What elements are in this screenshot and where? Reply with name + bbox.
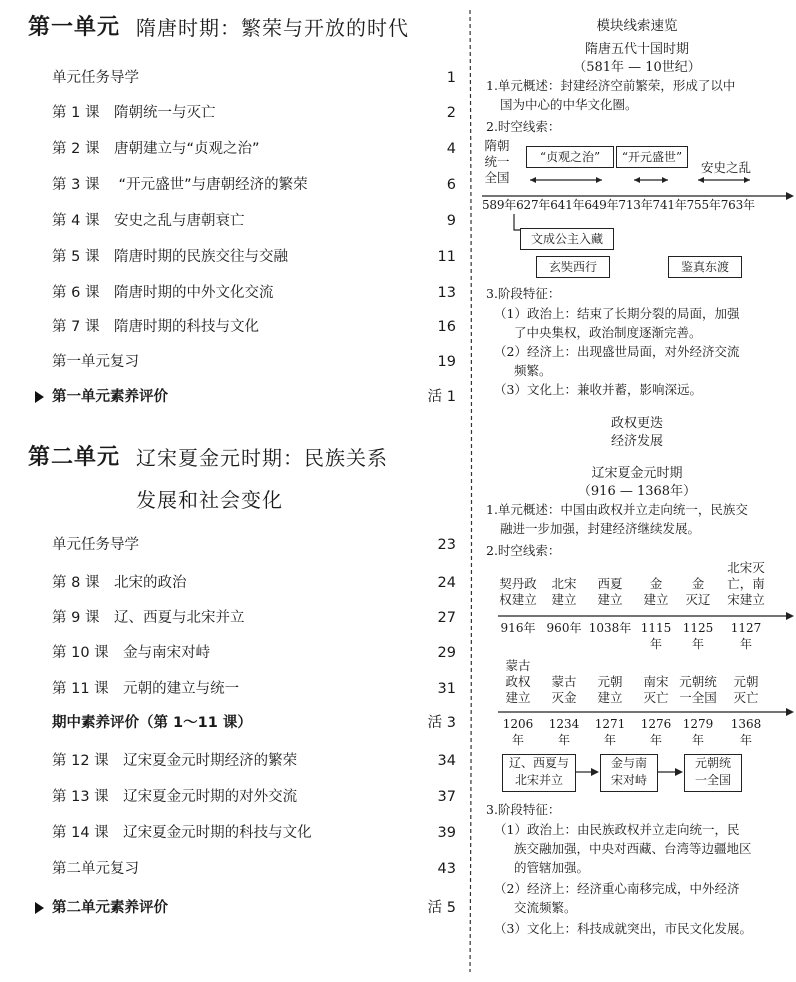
unit2-row[interactable] (52, 858, 456, 880)
p2-clue: 2.时空线索： (486, 543, 561, 558)
p1-title: 隋唐五代十国时期 (584, 42, 689, 57)
p2-timeline2-axis (478, 706, 796, 718)
timeline-event-label: 蒙古 灭金 (551, 674, 577, 705)
unit2-row-label: 第二单元复习 (52, 861, 139, 877)
unit2-row-label: 第 14 课 辽宋夏金元时期的科技与文化 (52, 825, 312, 841)
unit2-row-page: 29 (437, 645, 456, 661)
unit1-row[interactable] (52, 210, 456, 232)
unit1-row-page: 16 (437, 319, 456, 335)
p1-feature-1: （1）政治上：结束了长期分裂的局面，加强 (494, 306, 740, 321)
p1-feature-1b: 了中央集权，政治制度逐渐完善。 (514, 325, 702, 340)
timeline-year: 1127 年 (730, 621, 762, 651)
play-triangle-icon (35, 902, 44, 914)
timeline-event-label: 元朝统 一全国 (679, 674, 717, 705)
unit2-row[interactable] (52, 712, 456, 734)
p2-overview-1: 1.单元概述：中国由政权并立走向统一，民族交 (486, 502, 748, 517)
unit2-eval-row[interactable] (52, 897, 456, 919)
unit1-row-label: 第 2 课 唐朝建立与“贞观之治” (52, 141, 260, 157)
unit1-row-label: 第 4 课 安史之乱与唐朝衰亡 (52, 213, 245, 229)
unit2-row[interactable] (52, 678, 456, 700)
timeline-event-label: 金 灭辽 (685, 576, 711, 607)
unit1-row[interactable] (52, 316, 456, 338)
unit2-row-page: 43 (437, 861, 456, 877)
unit2-title-line1: 辽宋夏金元时期：民族关系 (136, 446, 388, 470)
timeline-year: 1234 年 (548, 717, 580, 747)
unit2-row-page: 34 (437, 753, 456, 769)
flow-box-2: 金与南 宋对峙 (600, 754, 658, 792)
p2-feature-2b: 交流频繁。 (514, 900, 577, 915)
unit1-row[interactable] (52, 67, 456, 89)
unit1-row-label: 单元任务导学 (52, 70, 139, 86)
unit1-row-label: 第 7 课 隋唐时期的科技与文化 (52, 319, 259, 335)
timeline-year: 1368 年 (730, 717, 762, 747)
p1-start-label: 隋朝 统一 全国 (484, 138, 510, 185)
unit2-row-page: 23 (437, 537, 456, 553)
unit1-title: 隋唐时期：繁荣与开放的时代 (136, 16, 409, 40)
unit2-row-label: 期中素养评价（第 1～11 课） (52, 715, 252, 731)
timeline-year: 1038年 (588, 621, 632, 635)
box-jianzhen: 鉴真东渡 (668, 256, 742, 278)
timeline-event-label: 北宋 建立 (551, 576, 577, 607)
unit1-row-page: 19 (437, 354, 456, 370)
unit2-row[interactable] (52, 534, 456, 556)
box-zhenguan: “贞观之治” (526, 146, 614, 168)
unit2-row[interactable] (52, 607, 456, 629)
unit1-row-page: 1 (446, 70, 456, 86)
timeline-event-label: 元朝 建立 (597, 674, 623, 705)
p2-timeline1-axis (478, 610, 796, 622)
flow-arrows (478, 764, 796, 780)
timeline-year: 1276 年 (640, 717, 672, 747)
unit1-row[interactable] (52, 282, 456, 304)
unit2-eval-page: 活 5 (427, 900, 456, 916)
unit2-name: 第二单元 (28, 445, 121, 470)
unit1-row[interactable] (52, 351, 456, 373)
module-overview (478, 0, 796, 982)
unit2-row-label: 第 11 课 元朝的建立与统一 (52, 681, 240, 697)
unit2-row[interactable] (52, 786, 456, 808)
unit1-row-page: 13 (437, 285, 456, 301)
unit2-row-page: 活 3 (427, 715, 456, 731)
unit2-row-page: 27 (437, 610, 456, 626)
unit2-row-page: 37 (437, 789, 456, 805)
unit1-eval-row[interactable] (52, 386, 456, 408)
unit2-row-page: 31 (437, 681, 456, 697)
unit1-row[interactable] (52, 246, 456, 268)
unit2-row[interactable] (52, 572, 456, 594)
dashed-divider (466, 6, 474, 976)
timeline-event-label: 蒙古 政权 建立 (505, 658, 531, 705)
p2-overview-2: 融进一步加强，封建经济继续发展。 (500, 521, 701, 536)
unit1-row-page: 2 (446, 105, 456, 121)
timeline-event-label: 西夏 建立 (597, 576, 623, 607)
unit1-row-label: 第 3 课 “开元盛世”与唐朝经济的繁荣 (52, 177, 308, 193)
timeline-event-label: 北宋灭 亡，南 宋建立 (727, 560, 765, 607)
unit2-row[interactable] (52, 750, 456, 772)
p2-feature-1: （1）政治上：由民族政权并立走向统一，民 (494, 822, 740, 837)
unit2-row-page: 24 (437, 575, 456, 591)
timeline-event-label: 元朝 灭亡 (733, 674, 759, 705)
unit2-row[interactable] (52, 822, 456, 844)
unit2-row-label: 第 8 课 北宋的政治 (52, 575, 187, 591)
unit2-row-label: 第 9 课 辽、西夏与北宋并立 (52, 610, 245, 626)
box-wencheng: 文成公主入藏 (520, 228, 614, 250)
middle-line-2: 经济发展 (610, 434, 663, 449)
unit1-row-label: 第 6 课 隋唐时期的中外文化交流 (52, 285, 274, 301)
timeline-year: 1115 年 (640, 621, 672, 651)
unit2-row[interactable] (52, 642, 456, 664)
timeline-event-label: 金 建立 (643, 576, 669, 607)
unit2-row-label: 单元任务导学 (52, 537, 139, 553)
unit1-row-label: 第 1 课 隋朝统一与灭亡 (52, 105, 216, 121)
box-xuanzang: 玄奘西行 (536, 256, 610, 278)
unit1-row-page: 9 (446, 213, 456, 229)
p1-feature-2b: 频繁。 (514, 363, 552, 378)
p1-feature-3: （3）文化上：兼收并蓄，影响深远。 (494, 382, 702, 397)
unit1-row-page: 4 (446, 141, 456, 157)
timeline-year: 1206 年 (502, 717, 534, 747)
unit1-name: 第一单元 (28, 15, 121, 40)
unit1-row[interactable] (52, 174, 456, 196)
p2-range: （916 — 1368年） (577, 484, 697, 499)
timeline-year: 1271 年 (594, 717, 626, 747)
p1-overview-2: 国为中心的中华文化圈。 (500, 97, 638, 112)
p1-feature-2: （2）经济上：出现盛世局面，对外经济交流 (494, 344, 740, 359)
timeline-year: 916年 (500, 621, 536, 635)
p1-range: （581年 — 10世纪） (573, 60, 701, 75)
unit2-row-page: 39 (437, 825, 456, 841)
timeline-event-label: 契丹政 权建立 (499, 576, 537, 607)
unit2-row-label: 第 13 课 辽宋夏金元时期的对外交流 (52, 789, 298, 805)
timeline-year: 1125 年 (682, 621, 714, 651)
unit2-eval-label: 第二单元素养评价 (52, 900, 168, 916)
unit2-row-label: 第 10 课 金与南宋对峙 (52, 645, 211, 661)
p1-feat: 3.阶段特征： (486, 286, 561, 301)
anshi-label: 安史之乱 (700, 160, 751, 175)
box-kaiyuan: “开元盛世” (616, 146, 688, 168)
p1-clue: 2.时空线索： (486, 119, 561, 134)
p2-feature-3: （3）文化上：科技成就突出，市民文化发展。 (494, 921, 752, 936)
flow-box-3: 元朝统 一全国 (684, 754, 742, 792)
play-triangle-icon (35, 391, 44, 403)
p2-feature-1c: 的管辖加强。 (514, 860, 590, 875)
middle-line-1: 政权更迭 (610, 416, 663, 431)
unit1-row-label: 第一单元复习 (52, 354, 139, 370)
unit1-eval-label: 第一单元素养评价 (52, 389, 168, 405)
unit1-row-label: 第 5 课 隋唐时期的民族交往与交融 (52, 249, 288, 265)
flow-box-1: 辽、西夏与 北宋并立 (502, 754, 576, 792)
side-heading: 模块线索速览 (596, 18, 678, 34)
timeline-event-label: 南宋 灭亡 (643, 674, 669, 705)
unit2-row-label: 第 12 课 辽宋夏金元时期经济的繁荣 (52, 753, 298, 769)
p2-feat: 3.阶段特征： (486, 802, 561, 817)
unit1-row-page: 11 (437, 249, 456, 265)
p2-feature-1b: 族交融加强，中央对西藏、台湾等边疆地区 (514, 841, 752, 856)
unit2-title-line2: 发展和社会变化 (136, 488, 283, 512)
p1-overview-1: 1.单元概述：封建经济空前繁荣，形成了以中 (486, 78, 736, 93)
unit1-row-page: 6 (446, 177, 456, 193)
unit1-eval-page: 活 1 (427, 389, 456, 405)
unit1-row[interactable] (52, 138, 456, 160)
unit1-row[interactable] (52, 102, 456, 124)
p1-years: 589年627年641年649年713年741年755年763年 (482, 198, 755, 212)
p2-feature-2: （2）经济上：经济重心南移完成，中外经济 (494, 881, 740, 896)
p2-title: 辽宋夏金元时期 (591, 466, 683, 481)
timeline-year: 960年 (546, 621, 582, 635)
timeline-year: 1279 年 (682, 717, 714, 747)
